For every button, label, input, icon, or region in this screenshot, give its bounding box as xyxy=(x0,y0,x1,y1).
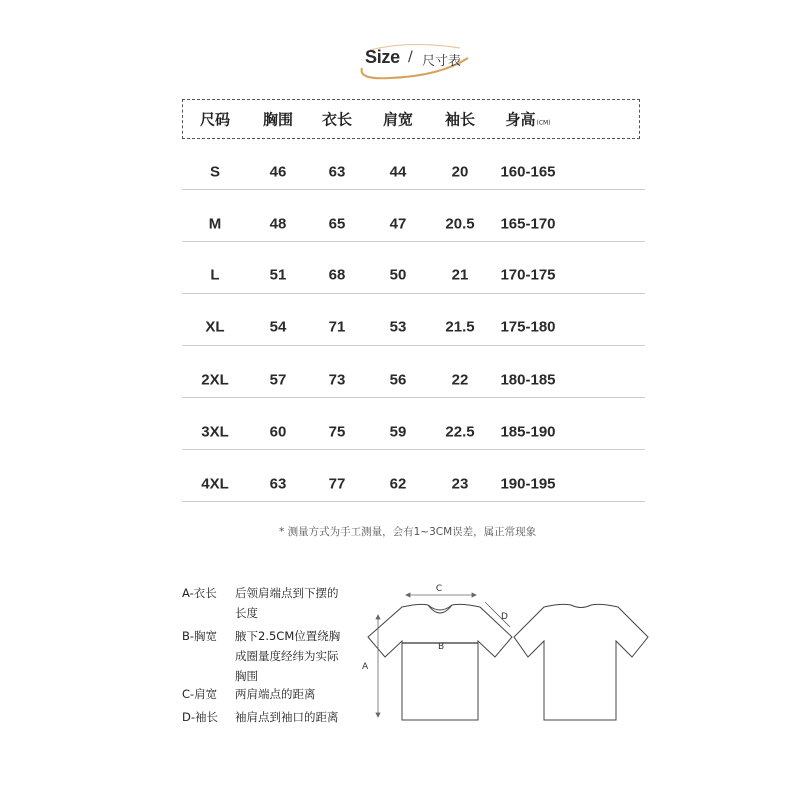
value-cell: 54 xyxy=(269,318,287,336)
legend-description: 袖肩点到袖口的距离 xyxy=(235,710,339,724)
header-label: 尺码 xyxy=(199,110,231,129)
value-cell: 47 xyxy=(389,215,407,233)
header-cell xyxy=(445,109,475,130)
title-size-word: Size xyxy=(365,47,400,67)
title-chinese: 尺寸表 xyxy=(422,54,462,69)
size-chart-title xyxy=(350,40,480,84)
size-cell: 3XL xyxy=(201,423,229,441)
body-length-dimension xyxy=(376,615,380,717)
back-shirt-outline xyxy=(514,604,648,720)
header-cell xyxy=(263,109,293,130)
row-divider xyxy=(182,293,645,294)
value-cell: 48 xyxy=(269,215,287,233)
header-label: 肩宽 xyxy=(382,110,414,129)
value-cell: 20.5 xyxy=(445,215,475,233)
value-cell: 63 xyxy=(269,475,287,493)
legend-description: 后领肩端点到下摆的 xyxy=(235,586,339,600)
value-cell: 63 xyxy=(328,163,346,181)
value-cell: 22 xyxy=(451,371,469,389)
header-cell xyxy=(383,109,413,130)
value-cell: 23 xyxy=(451,475,469,493)
measurement-note: * 测量方式为手工测量，会有1~3CM误差，属正常现象 xyxy=(279,526,537,538)
value-cell: 56 xyxy=(389,371,407,389)
row-divider xyxy=(182,241,645,242)
value-cell: 53 xyxy=(389,318,407,336)
value-cell: 175-180 xyxy=(500,318,556,336)
value-cell: 59 xyxy=(389,423,407,441)
row-divider xyxy=(182,189,645,190)
row-divider xyxy=(182,397,645,398)
value-cell: 21 xyxy=(451,266,469,284)
dim-label-a: A xyxy=(362,662,369,672)
size-cell: S xyxy=(209,163,221,181)
value-cell: 165-170 xyxy=(500,215,556,233)
header-label: 身高 xyxy=(505,110,536,129)
header-cell xyxy=(200,109,230,130)
legend-description: 胸围 xyxy=(235,669,258,683)
value-cell: 44 xyxy=(389,163,407,181)
value-cell: 65 xyxy=(328,215,346,233)
legend-description: 两肩端点的距离 xyxy=(235,687,316,701)
value-cell: 22.5 xyxy=(445,423,475,441)
value-cell: 20 xyxy=(451,163,469,181)
legend-label: C-肩宽 xyxy=(182,687,218,701)
value-cell: 170-175 xyxy=(500,266,556,284)
legend-description: 长度 xyxy=(235,606,258,620)
dim-label-c: C xyxy=(435,584,443,594)
header-cell xyxy=(505,109,550,130)
legend-description: 腋下2.5CM位置绕胸 xyxy=(235,629,341,643)
legend-description: 成圈量度经纬为实际 xyxy=(235,649,339,663)
size-cell: M xyxy=(208,215,222,233)
value-cell: 185-190 xyxy=(500,423,556,441)
value-cell: 50 xyxy=(389,266,407,284)
value-cell: 62 xyxy=(389,475,407,493)
header-label: 袖长 xyxy=(444,110,476,129)
header-label: 胸围 xyxy=(262,110,294,129)
value-cell: 180-185 xyxy=(500,371,556,389)
value-cell: 75 xyxy=(328,423,346,441)
height-unit: (CM) xyxy=(536,119,551,127)
value-cell: 60 xyxy=(269,423,287,441)
value-cell: 160-165 xyxy=(500,163,556,181)
value-cell: 77 xyxy=(328,475,346,493)
row-divider xyxy=(182,449,645,450)
value-cell: 21.5 xyxy=(445,318,475,336)
dim-label-b: B xyxy=(438,642,445,652)
value-cell: 51 xyxy=(269,266,287,284)
tshirt-measurement-diagram xyxy=(340,575,650,735)
header-cell xyxy=(322,109,352,130)
front-shirt-outline xyxy=(368,604,512,720)
value-cell: 190-195 xyxy=(500,475,556,493)
value-cell: 57 xyxy=(269,371,287,389)
value-cell: 68 xyxy=(328,266,346,284)
size-cell: 2XL xyxy=(201,371,229,389)
legend-label: A-衣长 xyxy=(182,586,217,600)
size-cell: XL xyxy=(205,318,225,336)
value-cell: 71 xyxy=(328,318,346,336)
size-cell: L xyxy=(210,266,220,284)
value-cell: 73 xyxy=(328,371,346,389)
row-divider xyxy=(182,501,645,502)
size-cell: 4XL xyxy=(201,475,229,493)
dim-label-d: D xyxy=(501,612,508,622)
legend-label: B-胸宽 xyxy=(182,629,218,643)
row-divider xyxy=(182,345,645,346)
header-label: 衣长 xyxy=(321,110,353,129)
title-separator: / xyxy=(408,49,413,65)
value-cell: 46 xyxy=(269,163,287,181)
legend-label: D-袖长 xyxy=(182,710,219,724)
